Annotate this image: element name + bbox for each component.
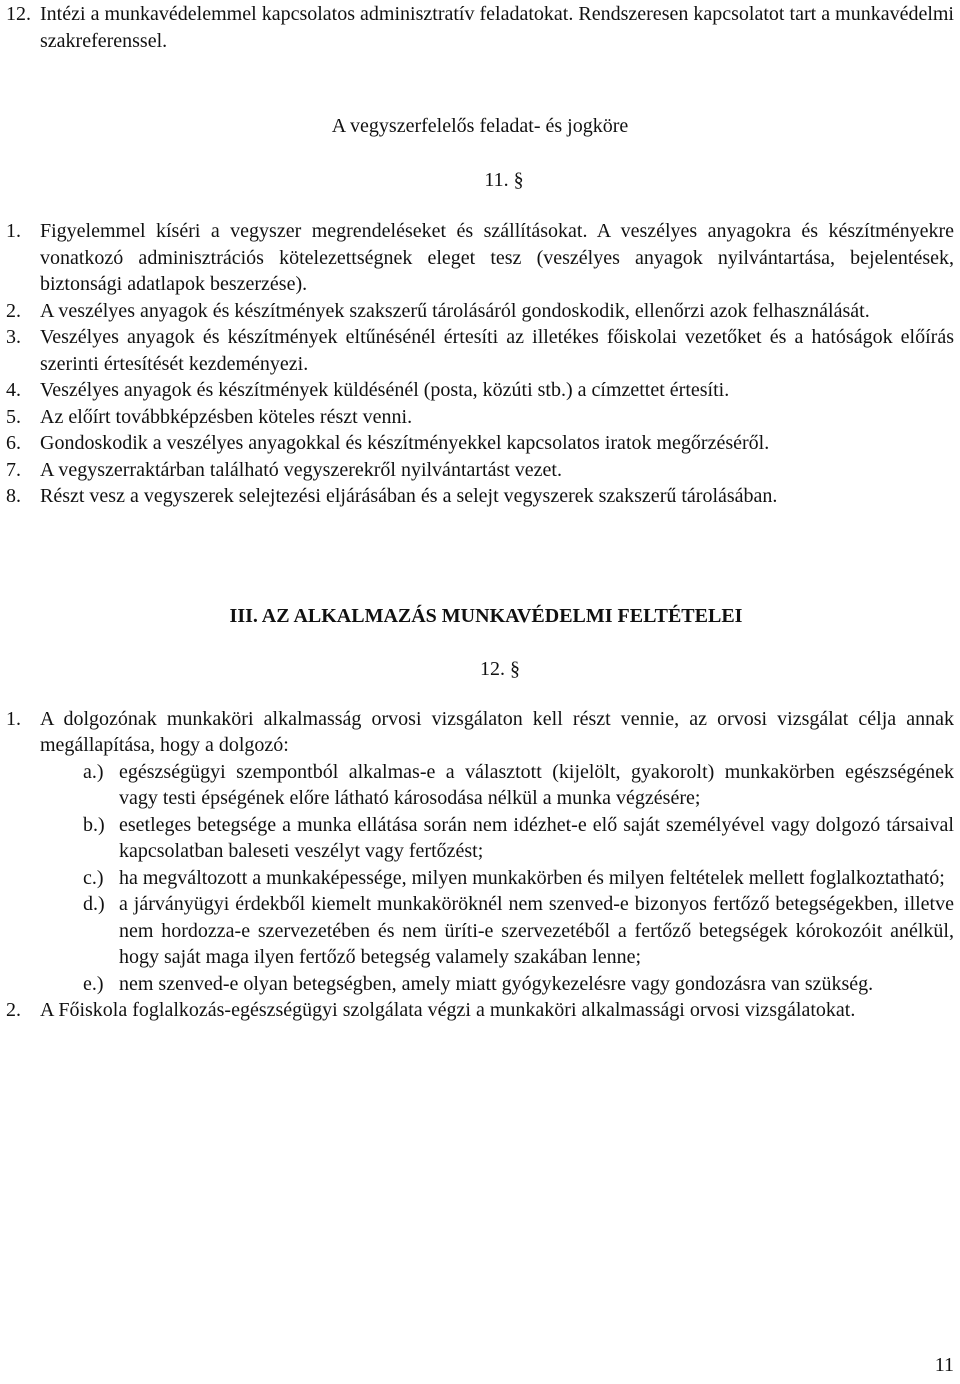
list-item [6, 324, 954, 377]
item-text: Gondoskodik a veszélyes anyagokkal és készítményekkel kapcsolatos iratok megőrzéséről. [40, 432, 770, 454]
sub-list-item [83, 971, 954, 998]
list-item [6, 997, 954, 1024]
item-number: 3. [6, 326, 21, 348]
item-number: 2. [6, 299, 21, 322]
spacer [6, 140, 954, 167]
item-text: Veszélyes anyagok és készítmények küldésénél (posta, közúti stb.) a címzettet értesíti. [40, 379, 730, 401]
list-item [6, 404, 954, 431]
list-item [6, 457, 954, 484]
sub-item-text: ha megváltozott a munkaképessége, milyen munkakörben és milyen feltételek mellett foglalkoztatható; [119, 866, 945, 889]
item-text: Intézi a munkavédelemmel kapcsolatos adminisztratív feladatokat. Rendszeresen kapcsolatot tart a munkavédelmi szakreferenssel. [40, 3, 954, 52]
list-item [6, 1, 954, 54]
list-item [6, 706, 954, 759]
spacer [6, 193, 954, 218]
spacer [6, 510, 954, 603]
item-text: A Főiskola foglalkozás-egészségügyi szolgálata végzi a munkaköri alkalmassági orvosi vizsgálatokat. [40, 999, 856, 1021]
item-text: A dolgozónak munkaköri alkalmasság orvosi vizsgálaton kell részt vennie, az orvosi vizsgálat célja annak megállapítása, hogy a dolgozó: [40, 707, 954, 756]
item-text: Figyelemmel kíséri a vegyszer megrendeléseket és szállításokat. A veszélyes anyagokra és készítményekre vonatkozó adminisztrációs kötelezettségnek eleget tesz (veszélyes anyagok nyilvántartása, bejelentések, biztonsági adatlapok beszerzése). [40, 220, 954, 295]
sub-item-text: nem szenved-e olyan betegségben, amely miatt gyógykezelésre vagy gondozásra van szükség. [119, 972, 874, 995]
item-number: 5. [6, 405, 21, 428]
item-number: 4. [6, 379, 21, 401]
item-text: Veszélyes anyagok és készítmények eltűnésénél értesíti az illetékes főiskolai vezetőket és a hatóságok előírás szerinti értesítését kezdeményezi. [40, 326, 954, 375]
item-text: Részt vesz a vegyszerek selejtezési eljárásában és a selejt vegyszerek szakszerű tárolásában. [40, 485, 778, 507]
sub-item-letter: d.) [83, 893, 105, 915]
item-text: Az előírt továbbképzésben köteles részt venni. [40, 405, 413, 428]
document-page [6, 1, 954, 1024]
item-number: 1. [6, 707, 21, 730]
item-number: 12. [6, 3, 31, 25]
list-item [6, 483, 954, 510]
paragraph-number: 11. § [484, 168, 524, 191]
page-number: 11 [934, 1354, 954, 1376]
item-number: 7. [6, 458, 21, 481]
paragraph-number: 12. § [480, 658, 520, 680]
sub-list-item [83, 865, 954, 892]
spacer [6, 54, 954, 113]
sub-item-letter: c.) [83, 866, 104, 889]
sub-item-letter: e.) [83, 972, 104, 995]
sub-item-text: esetleges betegsége a munka ellátása során nem idézhet-e elő saját személyével vagy dolgozó társaival kapcsolatban baleseti veszélyt vagy fertőzést; [119, 813, 954, 862]
list-item [6, 218, 954, 298]
item-number: 1. [6, 220, 21, 242]
section-title: A vegyszerfelelős feladat- és jogköre [331, 115, 629, 137]
sub-item-letter: b.) [83, 813, 105, 836]
item-number: 6. [6, 432, 21, 454]
spacer [6, 629, 954, 656]
list-item [6, 298, 954, 325]
sub-list-item [83, 891, 954, 971]
sub-item-letter: a.) [83, 760, 104, 783]
sub-list-item [83, 759, 954, 812]
section-a-list [6, 218, 954, 510]
item-number: 8. [6, 485, 21, 507]
item-text: A vegyszerraktárban található vegyszerekről nyilvántartást vezet. [40, 458, 562, 481]
list-item [6, 377, 954, 404]
spacer [6, 683, 954, 706]
item-number: 2. [6, 999, 21, 1021]
sub-list [83, 759, 954, 998]
sub-list-item [83, 812, 954, 865]
item-text: A veszélyes anyagok és készítmények szakszerű tárolásáról gondoskodik, ellenőrzi azok felhasználását. [40, 299, 870, 322]
chapter-title: III. AZ ALKALMAZÁS MUNKAVÉDELMI FELTÉTELEI [229, 604, 743, 627]
sub-item-text: a járványügyi érdekből kiemelt munkaköröknél nem szenved-e bizonyos fertőző betegségekben, illetve nem hordozza-e szervezetében és nem üríti-e szervezetéből a fertőző betegségek kórokozóit anélkül, hogy saját maga ilyen fertőző betegség valamely szakában lenne; [119, 893, 954, 968]
sub-item-text: egészségügyi szempontból alkalmas-e a választott (kijelölt, gyakorolt) munkakörben egészségének vagy testi épségének előre látható károsodása nélkül a munka végzésére; [119, 760, 954, 809]
list-item [6, 430, 954, 457]
